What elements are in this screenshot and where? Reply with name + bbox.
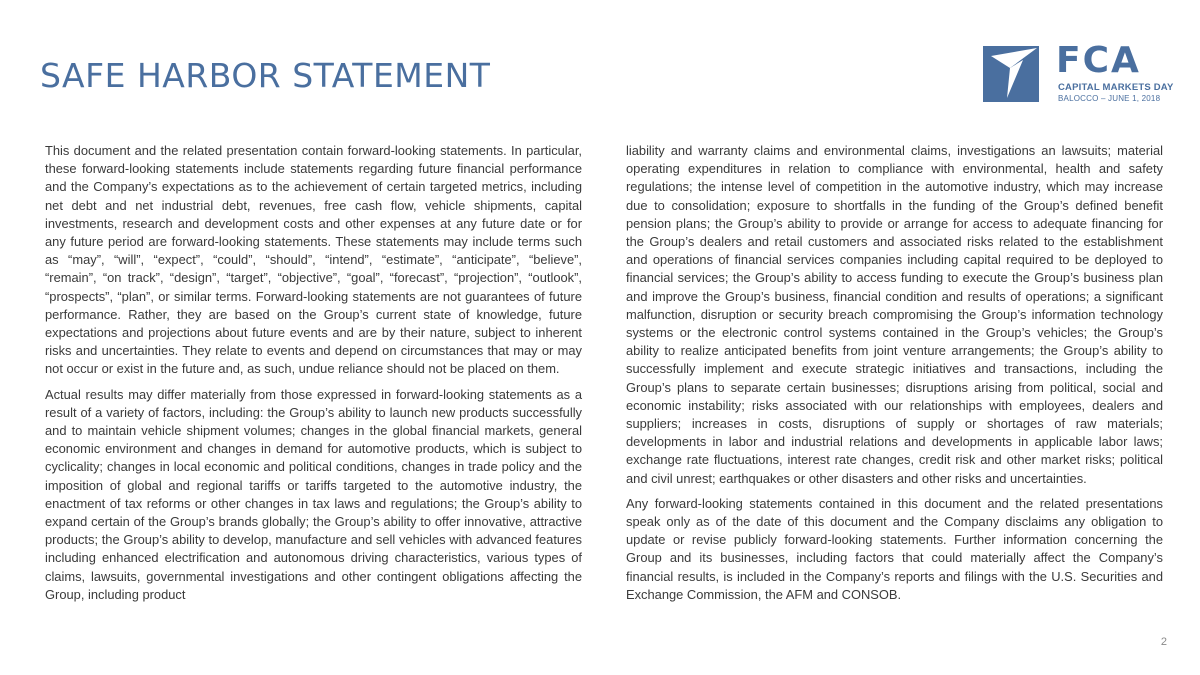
page-title: SAFE HARBOR STATEMENT	[40, 56, 491, 95]
fca-logo	[983, 40, 1174, 106]
page-number: 2	[1160, 636, 1167, 648]
paragraph: This document and the related presentation contain forward-looking statements. In particular, these forward-looking statements include statements regarding future financial performance and the Company’s expectations as to the achievement of certain targeted metrics, including net debt and net industrial debt, revenues, free cash flow, vehicle shipments, capital investments, research and development costs and other expenses at any future date or for any future period are forward-looking statements. These statements may include terms such as “may”, “will”, “expect”, “could”, “should”, “intend”, “estimate”, “anticipate”, “believe”, “remain”, “on track”, “design”, “target”, “objective”, “goal”, “forecast”, “projection”, “outlook”, “prospects”, “plan”, or similar terms. Forward-looking statements are not guarantees of future performance. Rather, they are based on the Group’s current state of knowledge, future expectations and projections about future events and are by their nature, subject to inherent risks and uncertainties. They relate to events and depend on circumstances that may or may not occur or exist in the future and, as such, undue reliance should not be placed on them.	[45, 143, 582, 377]
paragraph: Any forward-looking statements contained in this document and the related presentations speak only as of the date of this document and the Company disclaims any obligation to update or revise publicly forward-looking statements. Further information concerning the Group and its businesses, including factors that could materially affect the Company’s financial results, is included in the Company’s reports and filings with the U.S. Securities and Exchange Commission, the AFM and CONSOB.	[626, 495, 1163, 602]
paragraph: liability and warranty claims and environmental claims, investigations an lawsuits; material operating expenditures in relation to compliance with environmental, health and safety regulations; the intense level of competition in the automotive industry, which may increase due to consolidation; exposure to shortfalls in the funding of the Group’s defined benefit pension plans; the Group’s ability to provide or arrange for access to adequate financing for the Group’s dealers and retail customers and associated risks related to the establishment and operations of financial services companies including capital required to be deployed to financial services; the Group’s ability to access funding to execute the Group’s business plan and improve the Group’s business, financial condition and results of operations; a significant malfunction, disruption or security breach compromising the Group’s information technology systems or the electronic control systems contained in the Group’s vehicles; the Group’s ability to realize anticipated benefits from joint venture arrangements; the Group’s ability to successfully implement and execute strategic initiatives and transactions, including the Group’s plans to separate certain businesses; disruptions arising from political, social and economic instability; risks associated with our relationships with employees, dealers and suppliers; increases in costs, disruptions of supply or shortages of raw materials; developments in labor and industrial relations and developments in applicable labor laws; exchange rate fluctuations, interest rate changes, credit risk and other market risks; political and civil unrest; earthquakes or other disasters and other risks and uncertainties.	[626, 143, 1163, 486]
paragraph: Actual results may differ materially from those expressed in forward-looking statements as a result of a variety of factors, including: the Group’s ability to launch new products successfully and to maintain vehicle shipment volumes; changes in the global financial markets, general economic environment and changes in demand for automotive products, which is subject to cyclicality; changes in local economic and political conditions, changes in trade policy and the imposition of global and regional tariffs or tariffs targeted to the automotive industry, the enactment of tax reforms or other changes in tax laws and regulations; the Group’s ability to expand certain of the Group’s brands globally; the Group’s ability to offer innovative, attractive products; the Group’s ability to develop, manufacture and sell vehicles with advanced features including enhanced electrification and autonomous driving characteristics, various types of claims, lawsuits, governmental investigations and other contingent obligations affecting the Group, including product	[45, 386, 582, 602]
event-date: BALOCCO – JUNE 1, 2018	[1058, 94, 1161, 103]
left-column	[45, 142, 582, 611]
fca-triangle-mark-icon	[983, 46, 1039, 102]
event-name: CAPITAL MARKETS DAY	[1058, 82, 1174, 93]
right-column	[626, 142, 1163, 611]
fca-wordmark: FCA	[1056, 40, 1141, 81]
